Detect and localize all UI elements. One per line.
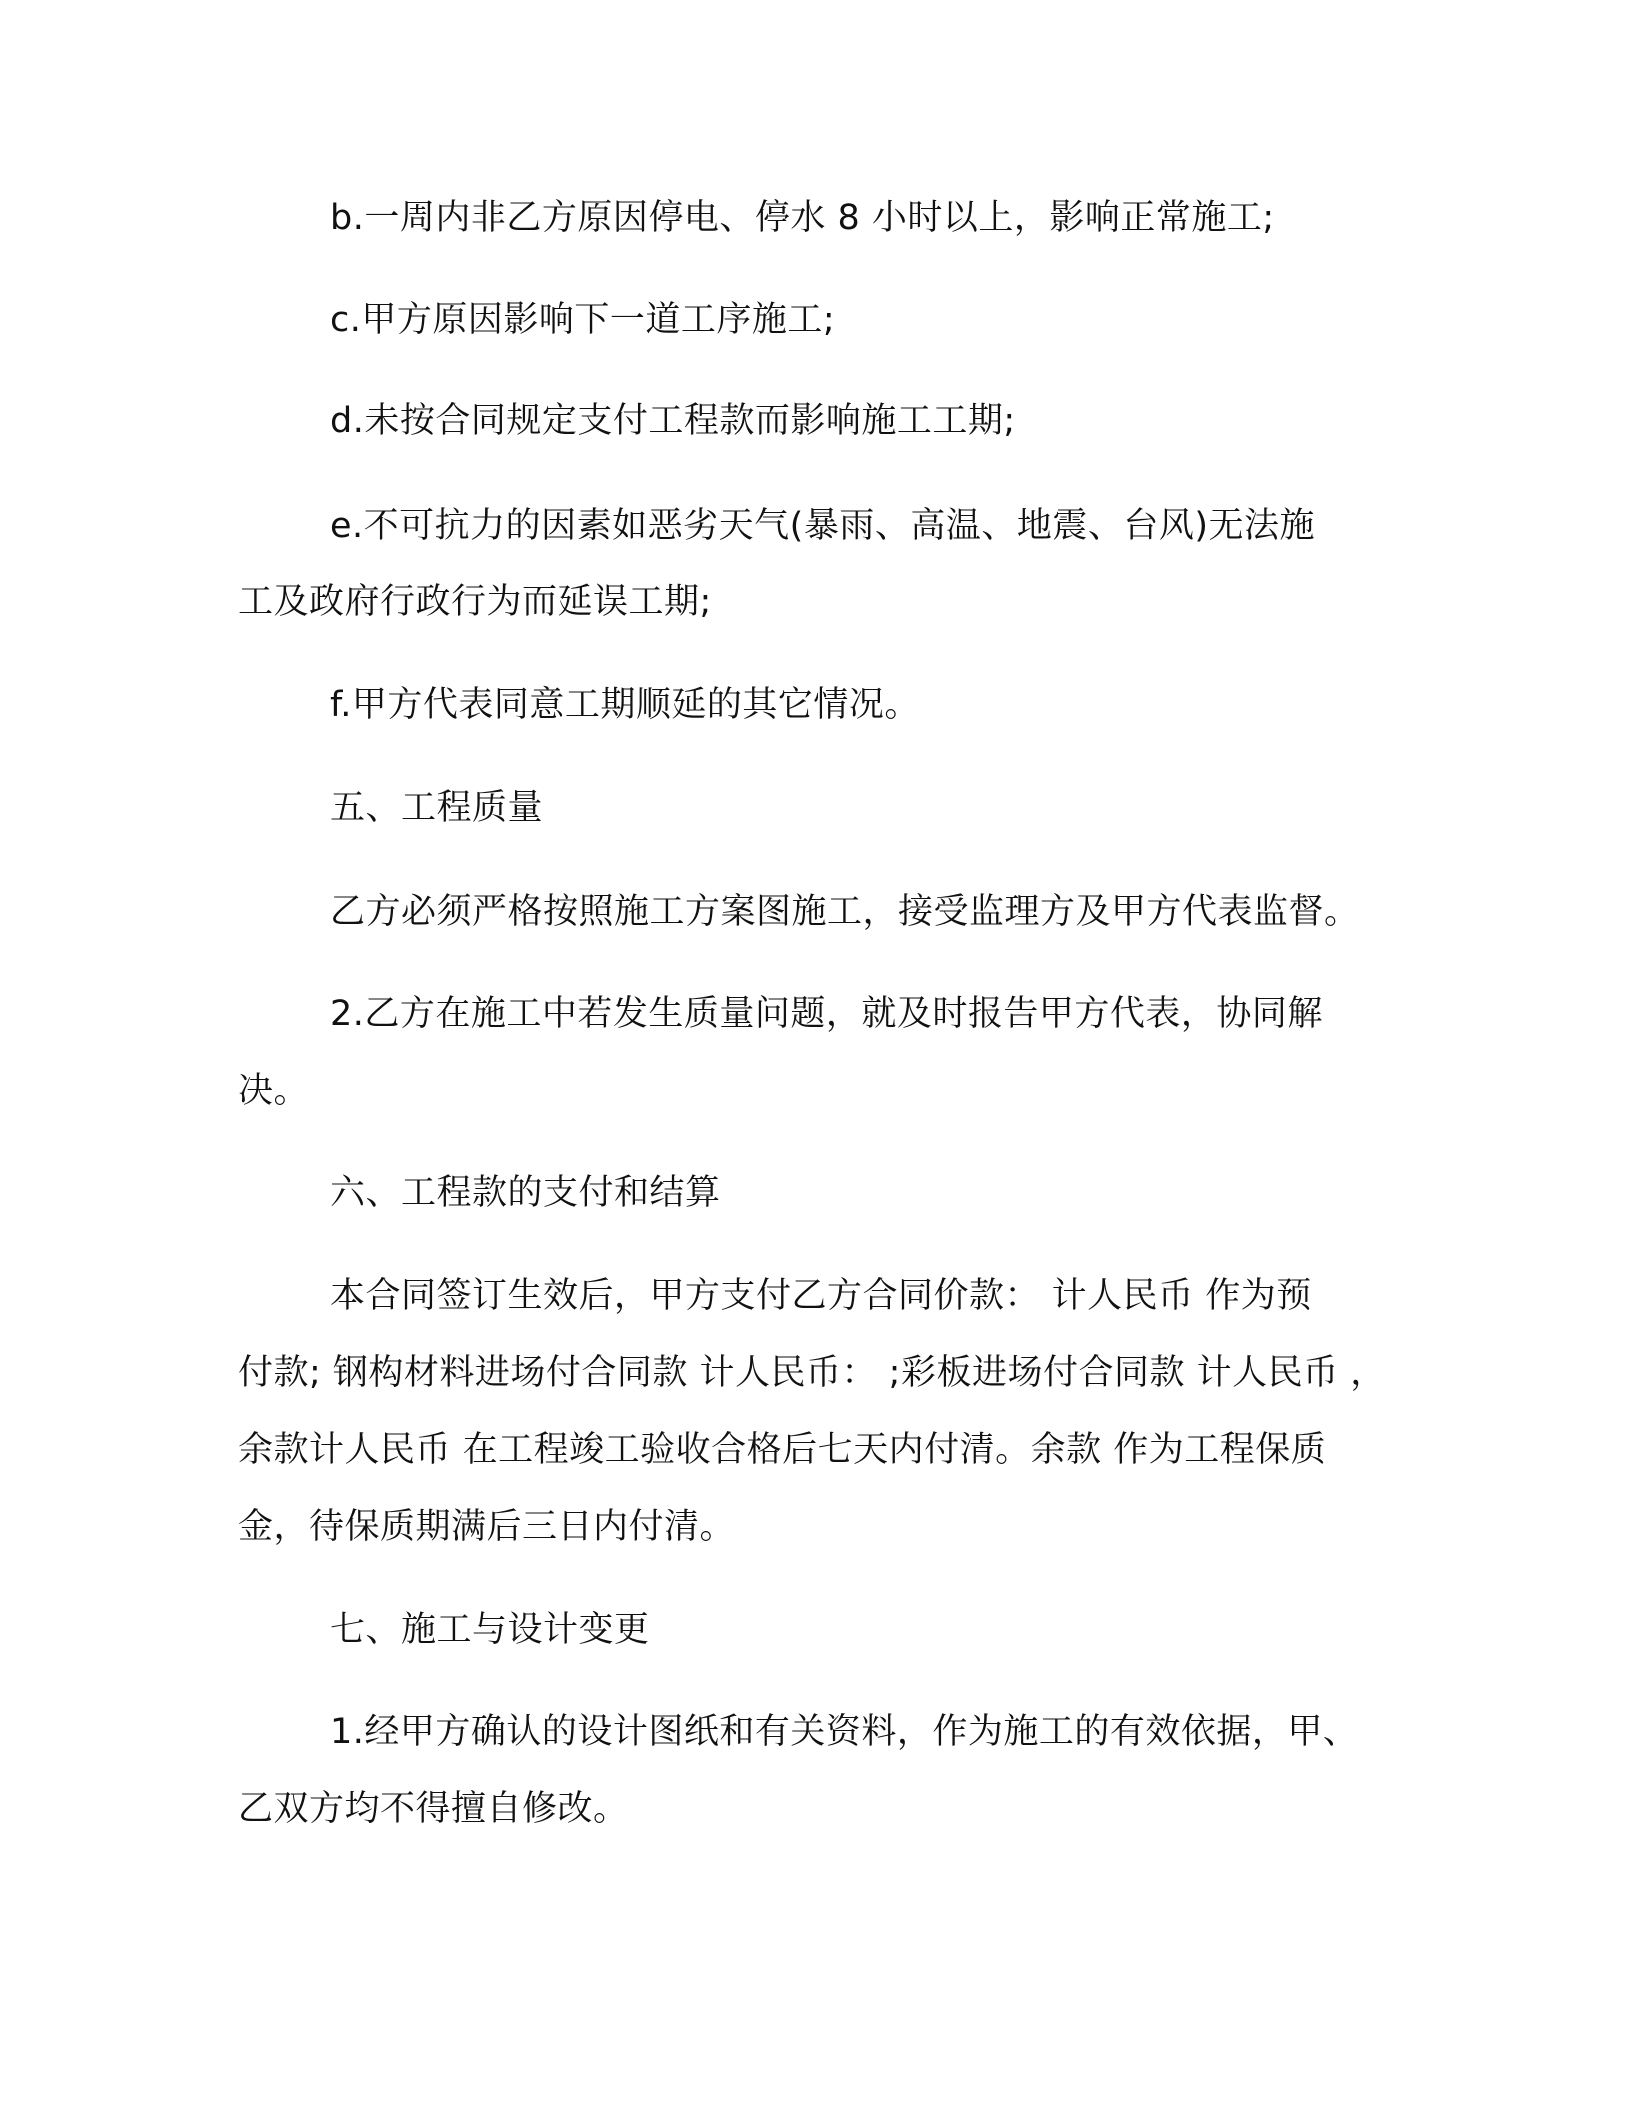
change-item-1-line-1: 1.经甲方确认的设计图纸和有关资料，作为施工的有效依据，甲、 (330, 1712, 1359, 1752)
payment-paragraph-line-1: 本合同签订生效后，甲方支付乙方合同价款： 计人民币 作为预 (330, 1276, 1312, 1316)
section-heading-payment: 六、工程款的支付和结算 (330, 1173, 721, 1213)
section-heading-changes: 七、施工与设计变更 (330, 1610, 650, 1650)
item-f-line-1: f.甲方代表同意工期顺延的其它情况。 (330, 685, 920, 725)
payment-paragraph-line-3: 余款计人民币 在工程竣工验收合格后七天内付清。余款 作为工程保质 (238, 1430, 1327, 1470)
change-item-1-line-2: 乙双方均不得擅自修改。 (238, 1789, 629, 1829)
section-heading-quality: 五、工程质量 (330, 788, 544, 828)
quality-item-2-line-1: 2.乙方在施工中若发生质量问题，就及时报告甲方代表，协同解 (330, 994, 1323, 1034)
item-c-line-1: c.甲方原因影响下一道工序施工; (330, 300, 836, 340)
quality-paragraph-line-1: 乙方必须严格按照施工方案图施工，接受监理方及甲方代表监督。 (330, 892, 1360, 932)
payment-paragraph-line-2: 付款; 钢构材料进场付合同款 计人民币： ;彩板进场付合同款 计人民币 ， (238, 1353, 1386, 1393)
payment-paragraph-line-4: 金，待保质期满后三日内付清。 (238, 1507, 736, 1547)
item-b-line-1: b.一周内非乙方原因停电、停水 8 小时以上，影响正常施工; (330, 198, 1275, 238)
item-d-line-1: d.未按合同规定支付工程款而影响施工工期; (330, 401, 1016, 441)
quality-item-2-line-2: 决。 (238, 1071, 310, 1111)
item-e-line-1: e.不可抗力的因素如恶劣天气(暴雨、高温、地震、台风)无法施 (330, 506, 1315, 546)
item-e-line-2: 工及政府行政行为而延误工期; (238, 582, 712, 622)
